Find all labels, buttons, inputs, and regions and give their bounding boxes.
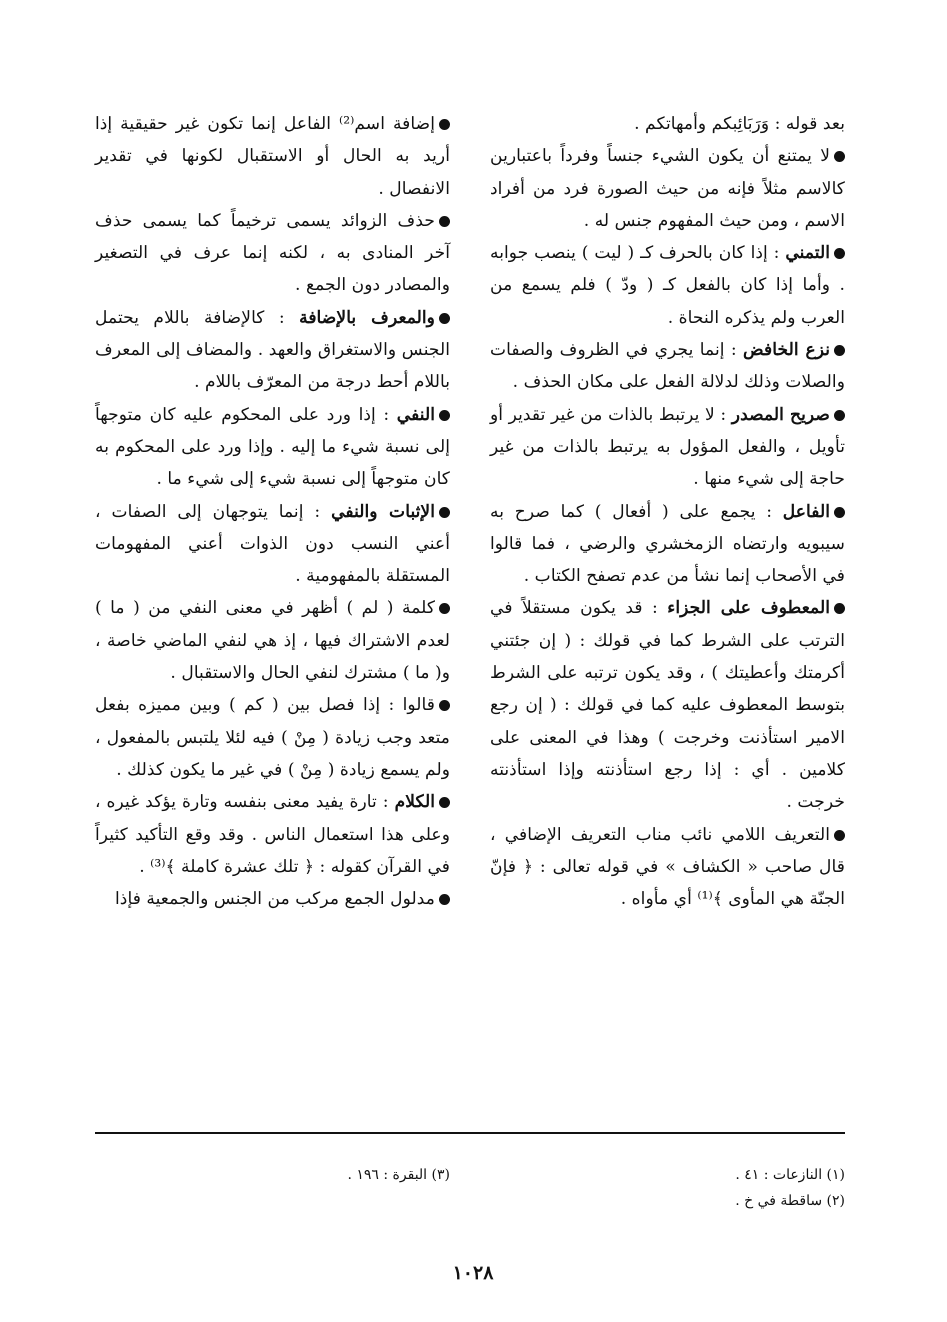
paragraph [95,496,450,593]
paragraph [95,205,450,302]
paragraph-text: كلمة ( لم ) أظهر في معنى النفي من ( ما ) لعدم الاشتراك فيها ، إذ هي لنفي الماضي خاصة ، و( ما ) مشترك لنفي الحال والاستقبال . [95,598,450,684]
bullet-icon [439,507,450,518]
term-heading: والمعرف بالإضافة [299,307,435,328]
paragraph [490,399,845,496]
term-heading: المعطوف على الجزاء [667,598,830,619]
bullet-icon [834,830,845,841]
paragraph [95,399,450,496]
paragraph [95,883,450,915]
paragraph-text: : إنما يجري في الظروف والصفات والصلات وذلك لدلالة الفعل على مكان الحذف . [490,340,845,393]
bullet-icon [439,603,450,614]
bullet-icon [439,119,450,130]
bullet-icon [439,410,450,421]
bullet-icon [834,603,845,614]
term-heading: الفاعل [782,501,830,522]
term-heading: الكلام [394,792,435,813]
term-heading: النفي [396,404,435,425]
page-number: ١٠٢٨ [452,1262,494,1284]
paragraph [95,108,450,205]
paragraph-text: : تارة يفيد معنى بنفسه وتارة يؤكد غيره ، وعلى هذا استعمال الناس . وقد وقع التأكيد كثيراً في القرآن كقوله : ﴿ تلك عشرة كاملة ﴾⁽³⁾ . [95,792,450,877]
paragraph-text: بعد قوله : وَرَبَائِبكم وأمهاتكم . [634,114,845,134]
paragraph [95,786,450,883]
bullet-icon [834,151,845,162]
bullet-icon [439,894,450,905]
paragraph [95,592,450,689]
footnotes [95,1162,845,1222]
footnotes-left [95,1162,450,1222]
paragraph-text: : إنما يتوجهان إلى الصفات ، أعني النسب دون الذوات أعني المفهومات المستقلة بالمفهومية . [95,501,450,587]
paragraph [490,819,845,916]
paragraph [95,302,450,399]
right-column [490,108,845,1118]
paragraph [490,140,845,237]
paragraph [490,237,845,334]
paragraph-text: : كالإضافة باللام يحتمل الجنس والاستغراق والعهد . والمضاف إلى المعرف باللام أحط درجة من المعرّف باللام . [95,307,450,393]
paragraph-text: : إذا ورد على المحكوم عليه كان متوجهاً إلى نسبة شيء ما إليه . وإذا ورد على المحكوم به كان متوجهاً إلى نسبة شيء إلى شيء ما . [95,404,450,490]
bullet-icon [439,216,450,227]
paragraph [95,689,450,786]
paragraph-text: قالوا : إذا فصل بين ( كم ) وبين مميزه بفعل متعد وجب زيادة ( مِنْ ) فيه لئلا يلتبس بالمفعول ، ولم يسمع زيادة ( مِنْ ) في غير ما يكون كذلك . [95,695,450,780]
bullet-icon [439,700,450,711]
paragraph [490,592,845,818]
term-heading: التمني [785,243,830,264]
footnote: (٢) ساقطة في خ . [735,1193,845,1209]
left-column [95,108,450,1118]
footnote: (٣) البقرة : ١٩٦ . [347,1167,450,1183]
paragraph-text: : يجمع على ( أفعال ) كما صرح به سيبويه وارتضاه الزمخشري والرضي ، فما قالوا في الأصحاب إنما نشأ من عدم تصفح الكتاب . [490,501,845,587]
paragraph-text: مدلول الجمع مركب من الجنس والجمعية فإذا [115,889,435,910]
bullet-icon [834,248,845,259]
term-heading: صريح المصدر [731,404,830,425]
paragraph-text: إضافة اسم⁽²⁾ الفاعل إنما تكون غير حقيقية إذا أريد به الحال أو الاستقبال لكونها في تقدير الانفصال . [95,114,450,199]
term-heading: الإثبات والنفي [331,501,435,522]
bullet-icon [834,507,845,518]
bullet-icon [834,410,845,421]
paragraph-text: : قد يكون مستقلاً في الترتب على الشرط كما في قولك : ( إن جئتني أكرمتك وأعطيتك ) ، وقد يكون ترتبه على الشرط بتوسط المعطوف عليه كما في قولك : ( إن رجع الامير استأذنت وخرجت ) وهذا في المعنى على كلامين . أي : إذا رجع استأذنته وإذا استأذنته خرجت . [490,598,845,813]
footnote-divider [95,1132,845,1134]
bullet-icon [439,797,450,808]
bullet-icon [834,345,845,356]
paragraph [490,496,845,593]
paragraph-text: حذف الزوائد يسمى ترخيماً كما يسمى حذف آخر المنادى به ، لكنه إنما عرف في التصغير والمصادر دون الجمع . [95,210,450,296]
term-heading: نزع الخافض [743,340,831,361]
text-columns [95,108,845,1118]
paragraph-text: التعريف اللامي نائب مناب التعريف الإضافي ، قال صاحب « الكشاف » في قوله تعالى : ﴿ فإنّ الجنّة هي المأوى ﴾⁽¹⁾ أي مأواه . [490,824,845,910]
footnotes-right [490,1162,845,1222]
paragraph [490,334,845,399]
paragraph [490,108,845,140]
paragraph-text: : لا يرتبط بالذات من غير تقدير أو تأويل ، والفعل المؤول به يرتبط بالذات من غير حاجة إلى شيء منها . [490,404,845,490]
paragraph-text: لا يمتنع أن يكون الشيء جنساً وفرداً باعتبارين كالاسم مثلاً فإنه من حيث الصورة فرد من أفراد الاسم ، ومن حيث المفهوم جنس له . [490,146,845,231]
paragraph-text: : إذا كان بالحرف كـ ( ليت ) ينصب جوابه . وأما إذا كان بالفعل كـ ( ودّ ) فلم يسمع من العرب ولم يذكره النحاة . [490,243,845,328]
footnote: (١) النازعات : ٤١ . [735,1167,845,1183]
bullet-icon [439,313,450,324]
